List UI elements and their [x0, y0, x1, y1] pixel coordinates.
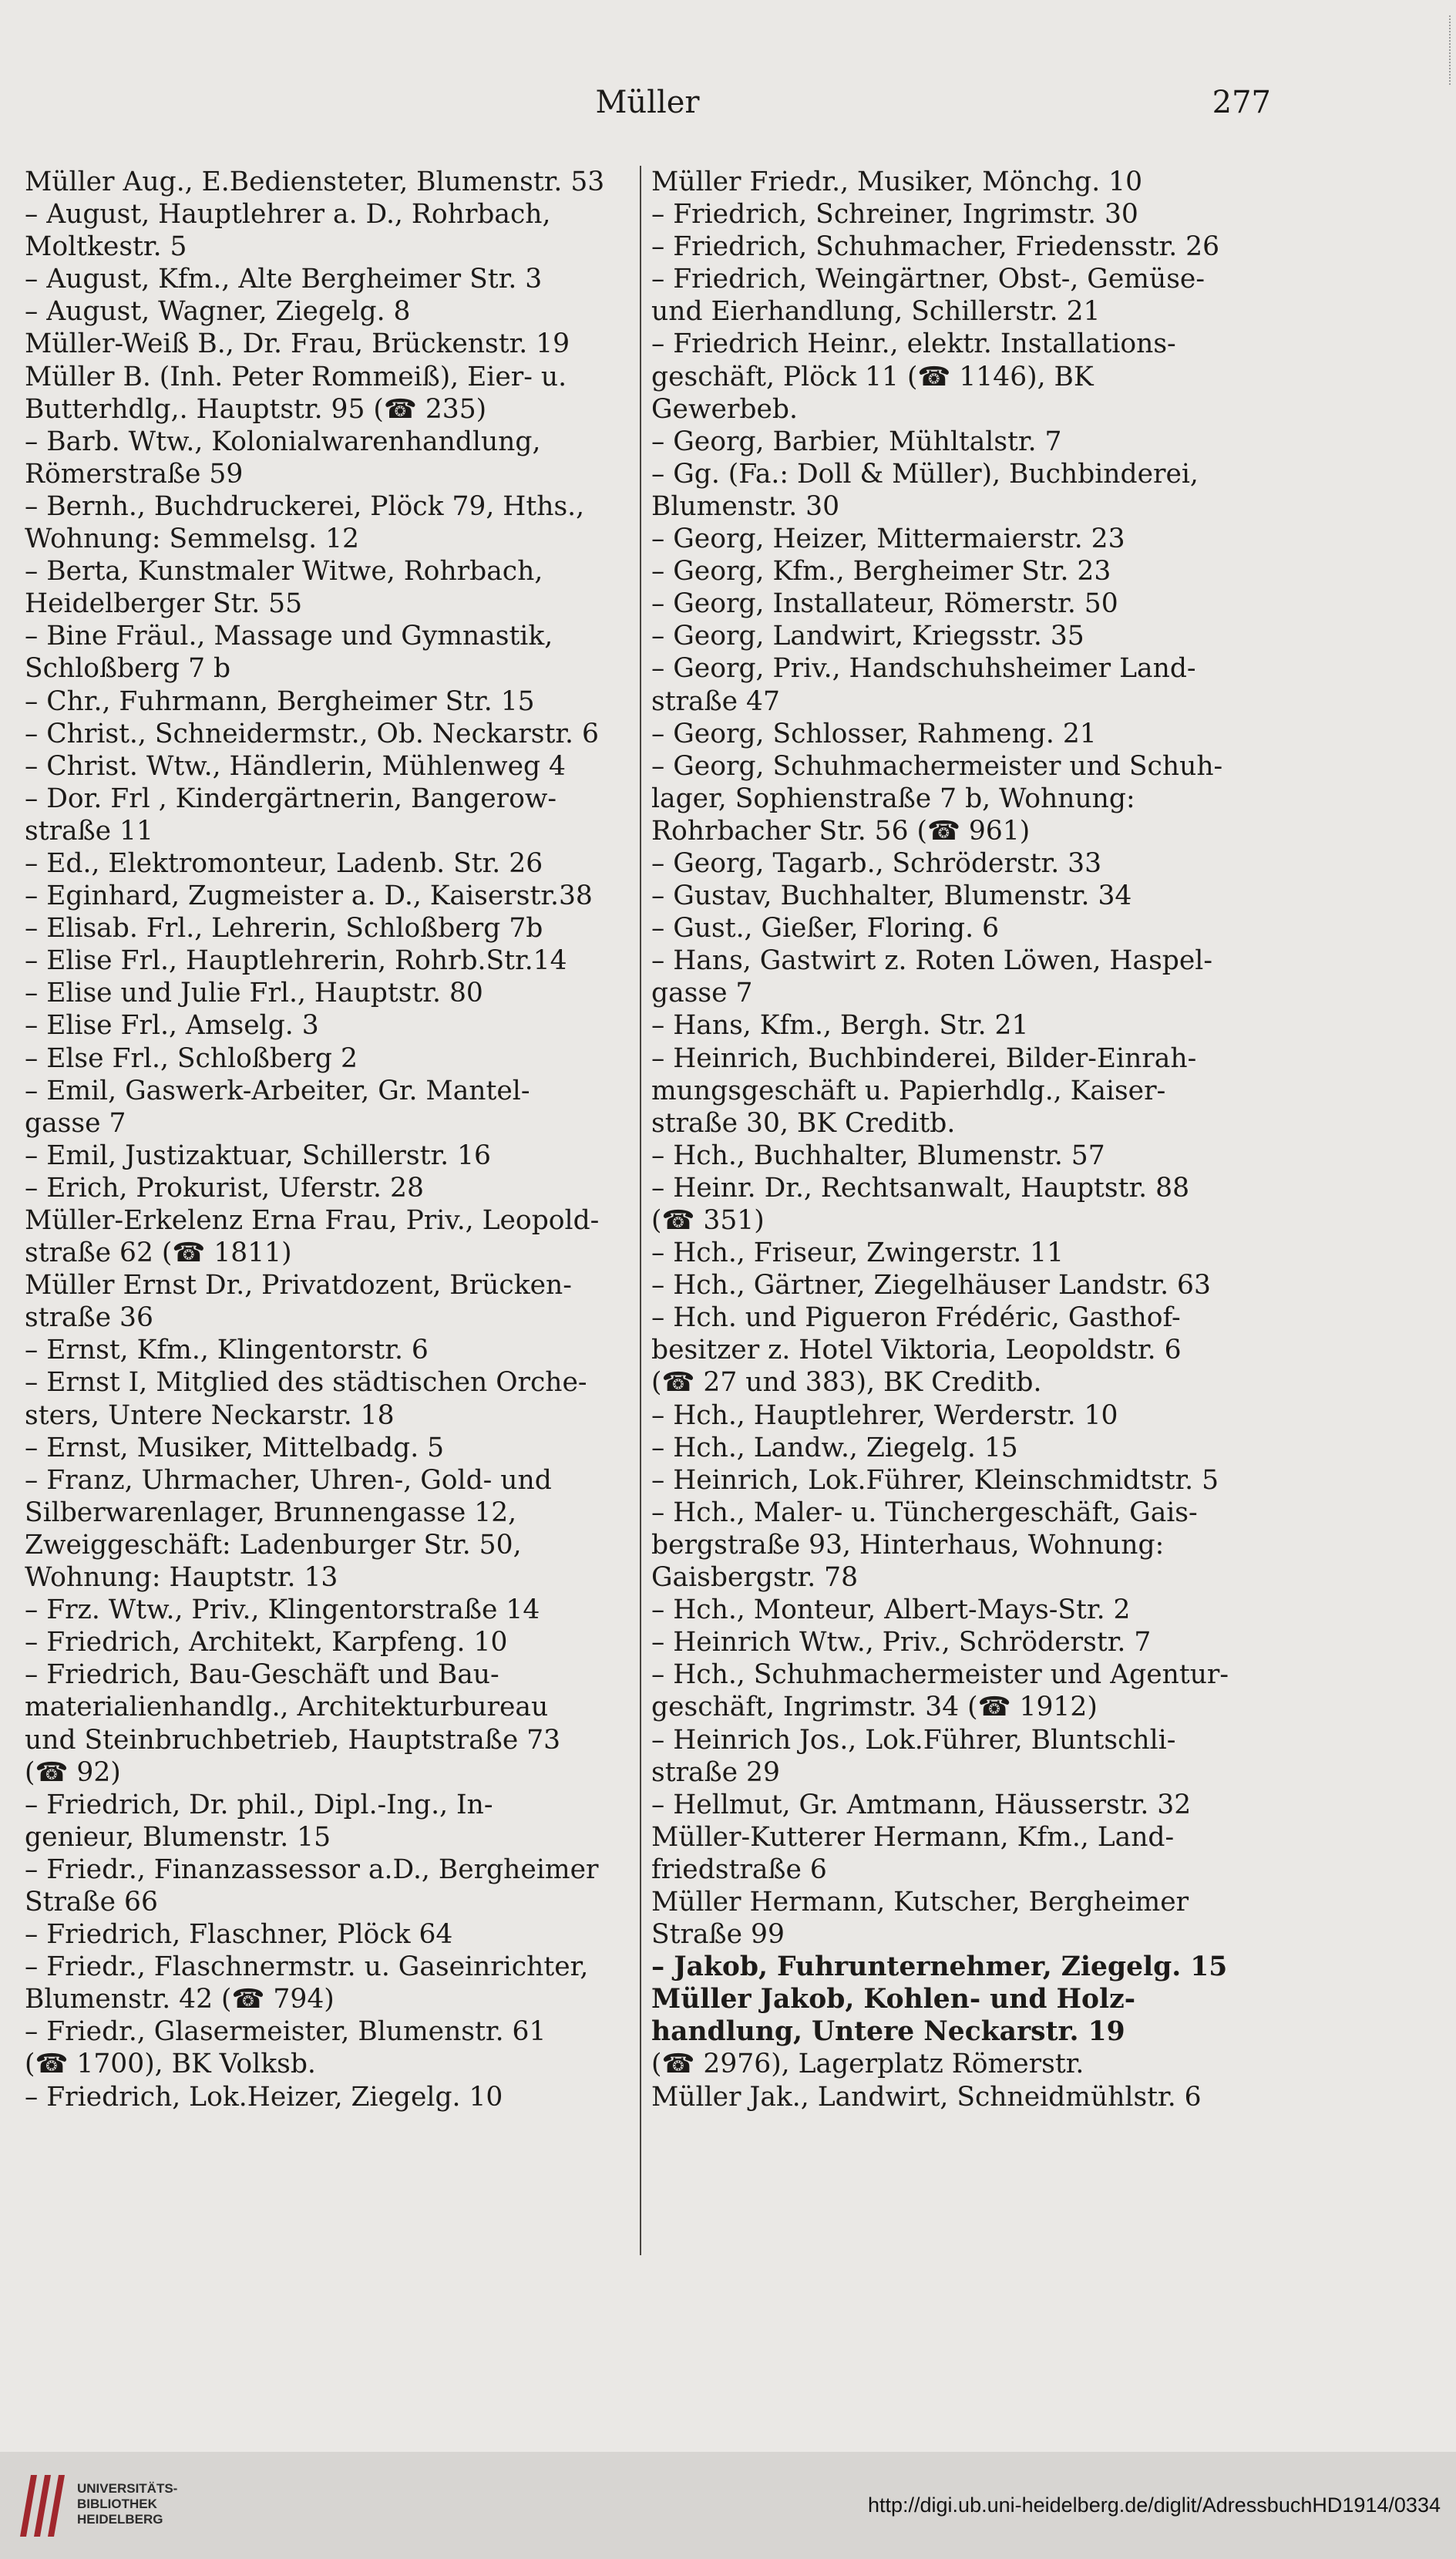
directory-entry-line: – Heinrich Jos., Lok.Führer, Bluntschli- — [651, 1724, 1176, 1756]
directory-entry-line: bergstraße 93, Hinterhaus, Wohnung: — [651, 1529, 1165, 1561]
directory-entry-line: – Ernst, Musiker, Mittelbadg. 5 — [25, 1432, 445, 1463]
directory-entry-line: – Friedrich, Schreiner, Ingrimstr. 30 — [651, 199, 1138, 231]
directory-entry-line: – Elise Frl., Amselg. 3 — [25, 1010, 319, 1042]
directory-entry-line: (☎ 27 und 383), BK Creditb. — [651, 1367, 1042, 1399]
directory-entry-line: gasse 7 — [651, 978, 753, 1009]
directory-entry-line: – Hch., Schuhmachermeister und Agentur- — [651, 1659, 1229, 1691]
directory-entry-line: – Erich, Prokurist, Uferstr. 28 — [25, 1172, 424, 1204]
directory-entry-line: (☎ 92) — [25, 1756, 121, 1788]
directory-entry-line: Müller-Kutterer Hermann, Kfm., Land- — [651, 1821, 1175, 1853]
directory-entry-line: geschäft, Plöck 11 (☎ 1146), BK — [651, 361, 1094, 392]
directory-entry-line: – Friedr., Flaschnermstr. u. Gaseinrichter, — [25, 1951, 589, 1983]
directory-entry-line: – Elisab. Frl., Lehrerin, Schloßberg 7b — [25, 913, 543, 944]
directory-entry-line: Müller-Erkelenz Erna Frau, Priv., Leopold- — [25, 1205, 600, 1236]
directory-entry-line: – Ernst, Kfm., Klingentorstr. 6 — [25, 1335, 429, 1366]
directory-entry-line: Heidelberger Str. 55 — [25, 588, 303, 620]
directory-entry-line: – Friedrich, Flaschner, Plöck 64 — [25, 1919, 453, 1951]
directory-entry-line: – Ernst I, Mitglied des städtischen Orche- — [25, 1367, 587, 1399]
directory-entry-line: – Elise und Julie Frl., Hauptstr. 80 — [25, 978, 483, 1009]
page-header — [0, 85, 1456, 131]
library-name-line: UNIVERSITÄTS- — [77, 2481, 178, 2496]
directory-entry-line: – Hans, Kfm., Bergh. Str. 21 — [651, 1010, 1029, 1042]
directory-entry-line: – Georg, Kfm., Bergheimer Str. 23 — [651, 556, 1111, 588]
directory-entry-line: Müller Jakob, Kohlen- und Holz- — [651, 1984, 1136, 2015]
directory-entry-line: – Friedrich, Lok.Heizer, Ziegelg. 10 — [25, 2081, 503, 2113]
directory-entry-line: straße 30, BK Creditb. — [651, 1107, 956, 1139]
page-number: 277 — [1212, 85, 1271, 120]
directory-entry-line: Gaisbergstr. 78 — [651, 1562, 859, 1594]
directory-entry-line: – Friedrich, Schuhmacher, Friedensstr. 26 — [651, 231, 1220, 263]
scan-edge-marks — [1449, 15, 1453, 85]
directory-entry-line: – Hch., Buchhalter, Blumenstr. 57 — [651, 1140, 1105, 1171]
directory-entry-line: (☎ 1700), BK Volksb. — [25, 2049, 316, 2080]
directory-entry-line: Zweiggeschäft: Ladenburger Str. 50, — [25, 1529, 522, 1561]
directory-entry-line: friedstraße 6 — [651, 1854, 827, 1885]
directory-entry-line: – Georg, Landwirt, Kriegsstr. 35 — [651, 621, 1084, 652]
directory-entry-line: – Friedrich Heinr., elektr. Installations- — [651, 328, 1176, 360]
directory-entry-line: – Chr., Fuhrmann, Bergheimer Str. 15 — [25, 685, 535, 717]
directory-entry-line: – Georg, Priv., Handschuhsheimer Land- — [651, 653, 1196, 685]
directory-entry-line: – August, Hauptlehrer a. D., Rohrbach, — [25, 199, 551, 231]
directory-entry-line: Gewerbeb. — [651, 393, 798, 425]
directory-entry-line: – Heinrich, Buchbinderei, Bilder-Einrah- — [651, 1042, 1197, 1074]
directory-entry-line: – Jakob, Fuhrunternehmer, Ziegelg. 15 — [651, 1951, 1228, 1983]
directory-entry-line: – Friedr., Finanzassessor a.D., Bergheimer — [25, 1854, 599, 1885]
directory-entry-line: – Hch., Monteur, Albert-Mays-Str. 2 — [651, 1594, 1131, 1626]
directory-entry-line: lager, Sophienstraße 7 b, Wohnung: — [651, 783, 1135, 814]
directory-entry-line: – Heinrich, Lok.Führer, Kleinschmidtstr. 5 — [651, 1464, 1219, 1496]
directory-entry-line: – Berta, Kunstmaler Witwe, Rohrbach, — [25, 556, 543, 588]
directory-entry-line: Moltkestr. 5 — [25, 231, 187, 263]
directory-entry-line: – Friedrich, Weingärtner, Obst-, Gemüse- — [651, 264, 1205, 295]
directory-entry-line: Straße 99 — [651, 1919, 785, 1951]
directory-entry-line: – Dor. Frl , Kindergärtnerin, Bangerow- — [25, 783, 557, 814]
directory-entry-line: – Georg, Schlosser, Rahmeng. 21 — [651, 718, 1097, 749]
directory-entry-line: – Friedr., Glasermeister, Blumenstr. 61 — [25, 2016, 546, 2048]
directory-entry-line: – Gg. (Fa.: Doll & Müller), Buchbinderei, — [651, 458, 1199, 490]
directory-entry-line: – Franz, Uhrmacher, Uhren-, Gold- und — [25, 1464, 552, 1496]
directory-entry-line: – Barb. Wtw., Kolonialwarenhandlung, — [25, 426, 541, 457]
directory-entry-line: straße 29 — [651, 1756, 780, 1788]
directory-entry-line: Müller Hermann, Kutscher, Bergheimer — [651, 1886, 1189, 1918]
directory-entry-line: Müller Aug., E.Bediensteter, Blumenstr. 53 — [25, 167, 605, 197]
directory-entry-line: straße 36 — [25, 1302, 153, 1334]
directory-entry-line: – August, Wagner, Ziegelg. 8 — [25, 296, 411, 328]
directory-entry-line: – Friedrich, Dr. phil., Dipl.-Ing., In- — [25, 1789, 493, 1820]
directory-entry-line: genieur, Blumenstr. 15 — [25, 1821, 331, 1853]
directory-entry-line: Butterhdlg,. Hauptstr. 95 (☎ 235) — [25, 393, 487, 425]
directory-entry-line: und Steinbruchbetrieb, Hauptstraße 73 — [25, 1724, 561, 1756]
directory-entry-line: materialienhandlg., Architekturbureau — [25, 1692, 549, 1723]
directory-entry-line: (☎ 351) — [651, 1205, 765, 1236]
directory-entry-line: Müller-Weiß B., Dr. Frau, Brückenstr. 19 — [25, 328, 570, 360]
source-url-link[interactable]: http://digi.ub.uni-heidelberg.de/diglit/AdressbuchHD1914/0334 — [867, 2493, 1441, 2517]
directory-entry-line: Wohnung: Semmelsg. 12 — [25, 524, 359, 555]
directory-entry-line: – Friedrich, Bau-Geschäft und Bau- — [25, 1659, 499, 1691]
directory-entry-line: Straße 66 — [25, 1886, 158, 1918]
directory-entry-line: handlung, Untere Neckarstr. 19 — [651, 2016, 1125, 2048]
directory-entry-line: – Heinrich Wtw., Priv., Schröderstr. 7 — [651, 1627, 1152, 1658]
directory-entry-line: – Bine Fräul., Massage und Gymnastik, — [25, 621, 553, 652]
library-name-line: HEIDELBERG — [77, 2512, 163, 2527]
directory-entry-line: Römerstraße 59 — [25, 458, 244, 490]
directory-entry-line: Müller Ernst Dr., Privatdozent, Brücken- — [25, 1270, 572, 1301]
running-head-title: Müller — [595, 85, 700, 120]
directory-entry-line: – Bernh., Buchdruckerei, Plöck 79, Hths., — [25, 490, 585, 522]
directory-entry-line: und Eierhandlung, Schillerstr. 21 — [651, 296, 1101, 328]
directory-entry-line: – Emil, Justizaktuar, Schillerstr. 16 — [25, 1140, 491, 1171]
directory-entry-line: Wohnung: Hauptstr. 13 — [25, 1562, 338, 1594]
directory-entry-line: Blumenstr. 42 (☎ 794) — [25, 1984, 335, 2015]
directory-entry-line: – Hch., Hauptlehrer, Werderstr. 10 — [651, 1399, 1118, 1431]
directory-entry-line: Blumenstr. 30 — [651, 490, 840, 522]
directory-entry-line: – Emil, Gaswerk-Arbeiter, Gr. Mantel- — [25, 1075, 530, 1106]
directory-entry-line: – Heinr. Dr., Rechtsanwalt, Hauptstr. 88 — [651, 1172, 1190, 1204]
directory-entry-line: Schloßberg 7 b — [25, 653, 231, 685]
directory-entry-line: – Hellmut, Gr. Amtmann, Häusserstr. 32 — [651, 1789, 1192, 1820]
directory-entry-line: Silberwarenlager, Brunnengasse 12, — [25, 1497, 517, 1528]
column-divider — [640, 166, 641, 2255]
directory-entry-line: – Eginhard, Zugmeister a. D., Kaiserstr.38 — [25, 880, 593, 912]
directory-entry-line: Müller Friedr., Musiker, Mönchg. 10 — [651, 167, 1143, 197]
directory-entry-line: – Elise Frl., Hauptlehrerin, Rohrb.Str.14 — [25, 945, 567, 977]
directory-entry-line: sters, Untere Neckarstr. 18 — [25, 1399, 395, 1431]
directory-entry-line: Müller Jak., Landwirt, Schneidmühlstr. 6 — [651, 2081, 1202, 2113]
directory-entry-line: gasse 7 — [25, 1107, 126, 1139]
directory-entry-line: straße 47 — [651, 685, 780, 717]
directory-entry-line: – Hch., Gärtner, Ziegelhäuser Landstr. 63 — [651, 1270, 1211, 1301]
directory-entry-line: – August, Kfm., Alte Bergheimer Str. 3 — [25, 264, 543, 295]
footer-bar — [0, 2452, 1456, 2559]
directory-entry-line: – Hch., Maler- u. Tünchergeschäft, Gais- — [651, 1497, 1198, 1528]
directory-entry-line: – Gust., Gießer, Floring. 6 — [651, 913, 1000, 944]
directory-entry-line: mungsgeschäft u. Papierhdlg., Kaiser- — [651, 1075, 1166, 1106]
directory-entry-line: – Ed., Elektromonteur, Ladenb. Str. 26 — [25, 847, 543, 879]
directory-entry-line: – Georg, Schuhmachermeister und Schuh- — [651, 750, 1223, 782]
library-name-line: BIBLIOTHEK — [77, 2497, 157, 2511]
directory-entry-line: Rohrbacher Str. 56 (☎ 961) — [651, 815, 1031, 847]
university-seal-icon — [14, 2467, 68, 2544]
library-name — [77, 2481, 177, 2527]
directory-entry-line: – Else Frl., Schloßberg 2 — [25, 1042, 358, 1074]
directory-entry-line: – Georg, Tagarb., Schröderstr. 33 — [651, 847, 1102, 879]
directory-entry-line: besitzer z. Hotel Viktoria, Leopoldstr. 6 — [651, 1335, 1182, 1366]
directory-entry-line: (☎ 2976), Lagerplatz Römerstr. — [651, 2049, 1084, 2080]
directory-entry-line: geschäft, Ingrimstr. 34 (☎ 1912) — [651, 1692, 1098, 1723]
directory-entry-line: – Hans, Gastwirt z. Roten Löwen, Haspel- — [651, 945, 1212, 977]
right-column — [651, 166, 1276, 2113]
directory-entry-line: – Frz. Wtw., Priv., Klingentorstraße 14 — [25, 1594, 540, 1626]
directory-entry-line: – Friedrich, Architekt, Karpfeng. 10 — [25, 1627, 508, 1658]
directory-entry-line: – Christ., Schneidermstr., Ob. Neckarstr. 6 — [25, 718, 599, 749]
directory-entry-line: – Hch., Friseur, Zwingerstr. 11 — [651, 1237, 1064, 1269]
directory-entry-line: – Christ. Wtw., Händlerin, Mühlenweg 4 — [25, 750, 566, 782]
left-column — [25, 166, 634, 2113]
directory-entry-line: – Hch. und Pigueron Frédéric, Gasthof- — [651, 1302, 1181, 1334]
directory-entry-line: – Georg, Heizer, Mittermaierstr. 23 — [651, 524, 1125, 555]
directory-entry-line: straße 11 — [25, 815, 153, 847]
directory-entry-line: – Gustav, Buchhalter, Blumenstr. 34 — [651, 880, 1132, 912]
directory-entry-line: – Georg, Installateur, Römerstr. 50 — [651, 588, 1118, 620]
directory-entry-line: Müller B. (Inh. Peter Rommeiß), Eier- u. — [25, 361, 567, 392]
directory-entry-line: – Hch., Landw., Ziegelg. 15 — [651, 1432, 1018, 1463]
directory-entry-line: – Georg, Barbier, Mühltalstr. 7 — [651, 426, 1062, 457]
directory-entry-line: straße 62 (☎ 1811) — [25, 1237, 292, 1269]
